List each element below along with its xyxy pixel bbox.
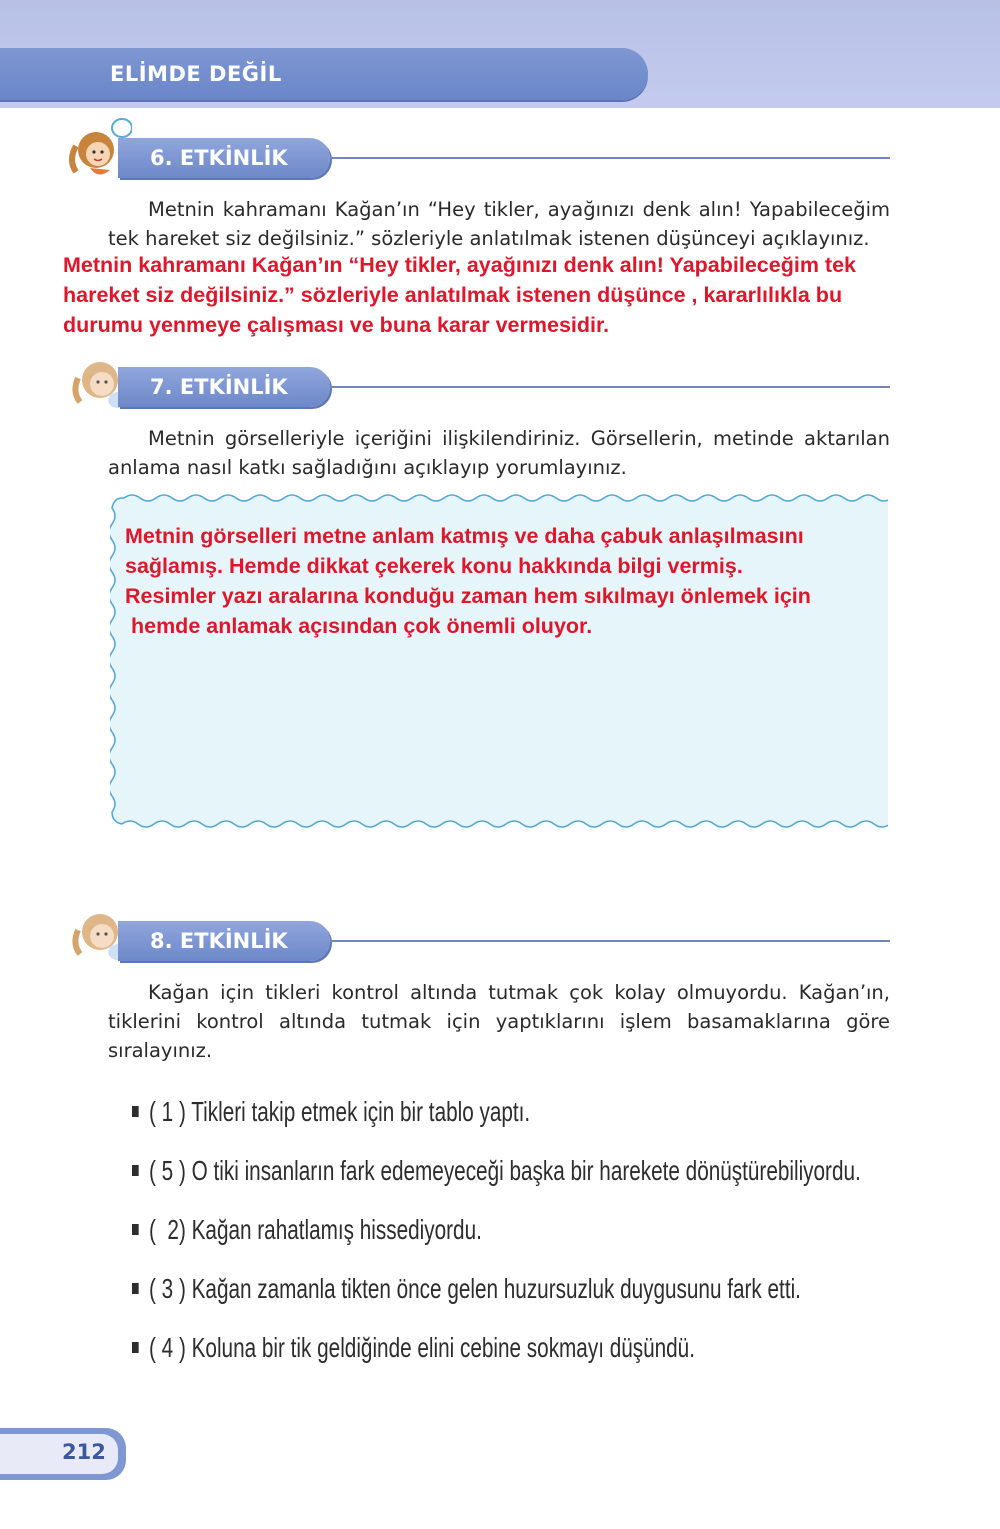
list-item: ( 3 ) Kağan zamanla tikten önce gelen huzursuzluk duygusunu fark etti. [132,1259,861,1318]
activity6-rule [330,157,890,159]
list-item: ( 4 ) Koluna bir tik geldiğinde elini cebine sokmayı düşündü. [132,1318,861,1377]
answer-line: Metnin kahramanı Kağan’ın “Hey tikler, ayağınızı denk alın! Yapabileceğim tek [63,253,856,277]
chapter-tab [0,48,648,100]
list-item: ( 5 ) O tiki insanların fark edemeyeceği başka bir harekete dönüştürebiliyordu. [132,1141,861,1200]
answer-line: hemde anlamak açısından çok önemli oluyor. [125,614,593,638]
answer-line: durumu yenmeye çalışması ve buna karar vermesidir. [63,313,610,337]
bullet-icon [132,1224,139,1235]
answer-line: Metnin görselleri metne anlam katmış ve daha çabuk anlaşılmasını [125,524,804,548]
activity7-label: 7. ETKİNLİK [150,375,288,399]
bullet-icon [132,1165,139,1176]
activity8-prompt: Kağan için tikleri kontrol altında tutmak çok kolay olmuyordu. Kağan’ın, tiklerini kontrol altında tutmak için yaptıklarını işlem basamaklarına göre sıralayınız. [108,981,890,1062]
bullet-icon [132,1283,139,1294]
bullet-icon [132,1106,139,1117]
chapter-title: ELİMDE DEĞİL [110,62,282,86]
activity7-answer [125,521,811,641]
activity6-label: 6. ETKİNLİK [150,146,288,170]
list-item: ( 2) Kağan rahatlamış hissediyordu. [132,1200,861,1259]
ordering-list [132,1082,1000,1377]
activity8-label: 8. ETKİNLİK [150,929,288,953]
bullet-icon [132,1342,139,1353]
answer-line: Resimler yazı aralarına konduğu zaman hem sıkılmayı önlemek için [125,584,811,608]
activity6-prompt: Metnin kahramanı Kağan’ın “Hey tikler, ayağınızı denk alın! Yapabileceğim tek hareket siz değilsiniz.” sözleriyle anlatılmak istenen düşünceyi açıklayınız. [108,198,890,250]
activity7-rule [330,386,890,388]
activity6-answer [63,250,856,340]
activity7-prompt: Metnin görselleriyle içeriğini ilişkilendiriniz. Görsellerin, metinde aktarılan anlama nasıl katkı sağladığını açıklayıp yorumlayınız. [108,427,890,479]
list-item: ( 1 ) Tikleri takip etmek için bir tablo yaptı. [132,1082,861,1141]
page-number: 212 [62,1440,106,1464]
activity8-rule [330,940,890,942]
answer-line: hareket siz değilsiniz.” sözleriyle anlatılmak istenen düşünce , kararlılıkla bu [63,283,843,307]
answer-line: sağlamış. Hemde dikkat çekerek konu hakkında bilgi vermiş. [125,554,743,578]
